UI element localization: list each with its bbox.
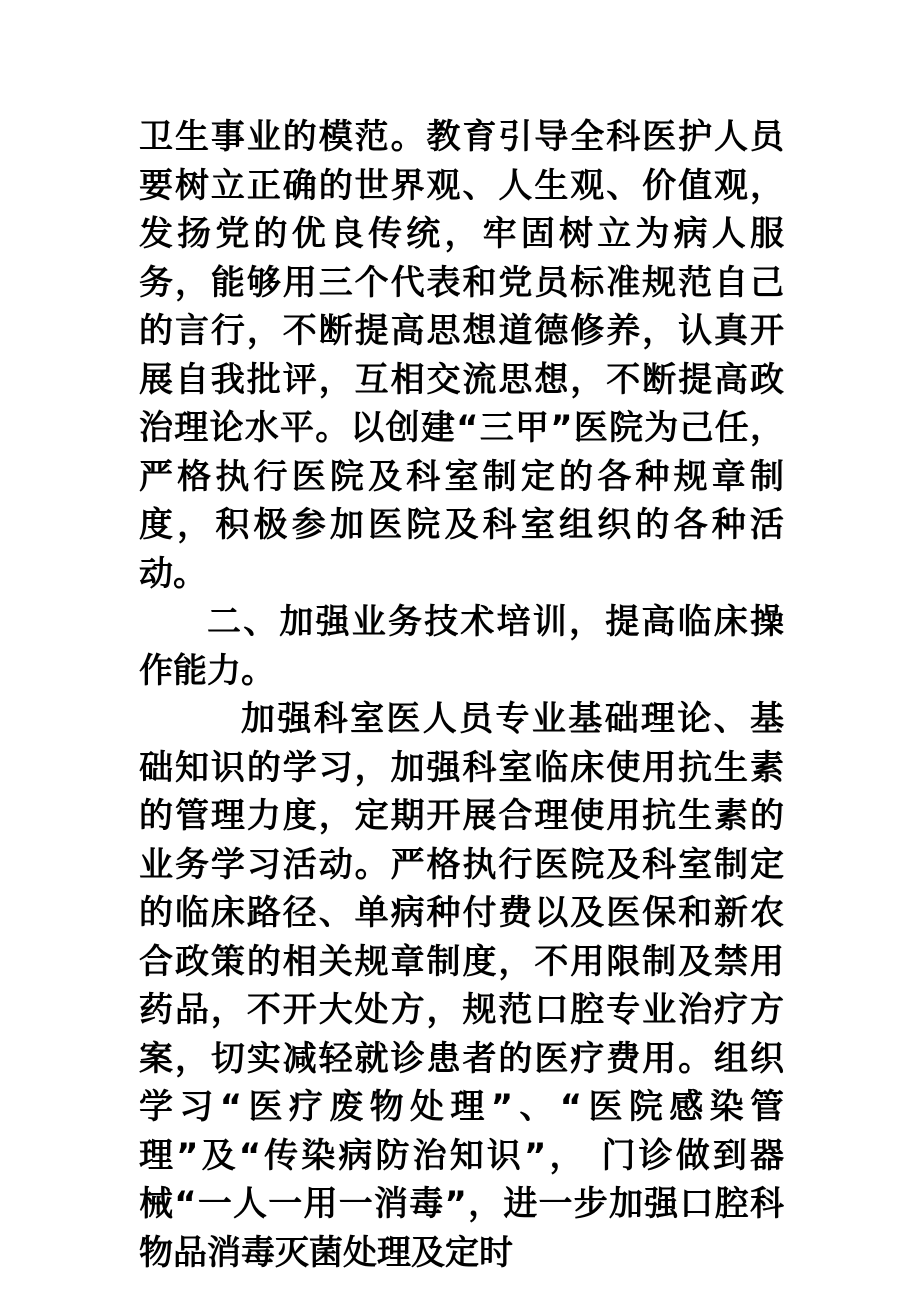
- section-heading: 二、加强业务技术培训，提高临床操作能力。: [139, 602, 784, 691]
- body-paragraph: 卫生事业的模范。教育引导全科医护人员要树立正确的世界观、人生观、价值观，发扬党的优良传统，牢固树立为病人服务，能够用三个代表和党员标准规范自己的言行，不断提高思想道德修养，认真开展自我批评，互相交流思想，不断提高政治理论水平。以创建“三甲”医院为己任，严格执行医院及科室制定的各种规章制度，积极参加医院及科室组织的各种活动。: [139, 117, 784, 594]
- body-paragraph: 加强科室医人员专业基础理论、基础知识的学习，加强科室临床使用抗生素的管理力度，定期开展合理使用抗生素的业务学习活动。严格执行医院及科室制定的临床路径、单病种付费以及医保和新农合政策的相关规章制度，不用限制及禁用药品，不开大处方，规范口腔专业治疗方案，切实减轻就诊患者的医疗费用。组织学习“医疗废物处理”、“医院感染管理”及“传染病防治知识”， 门诊做到器械“一人一用一消毒”，进一步加强口腔科物品消毒灭菌处理及定时: [139, 699, 784, 1273]
- document-page: [139, 113, 784, 1277]
